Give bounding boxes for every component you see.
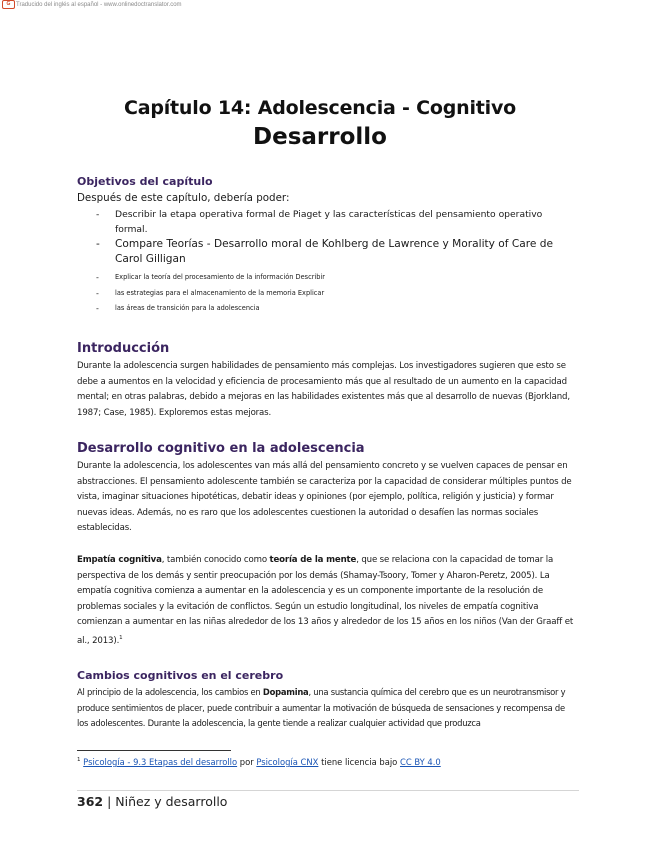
page-footer-separator: | [107, 794, 112, 809]
objectives-section [77, 175, 577, 317]
objectives-heading: Objetivos del capítulo [77, 175, 213, 188]
footnote-link-license[interactable]: CC BY 4.0 [399, 757, 441, 767]
para2-text-b: , que se relaciona con la capacidad de tomar la perspectiva de los demás y sentir preocupación por los demás (Shamay-Tsoory, Tomer y Aharon-Peretz, 2005). La empatía cognitiva comienza a aumentar en la adolescencia y es un componente importante de la resolución de problemas sociales y la evitación de conflictos. Según un estudio longitudinal, los niveles de empatía cognitiva comienzan a aumentar en las niñas alrededor de los 13 años y alrededor de los 15 años en los niños (Van der Graaff et al., 2013). [77, 554, 574, 646]
term-empatia-cognitiva: Empatía cognitiva [77, 554, 162, 565]
translator-banner-text: Traducido del inglés al español - www.onlinedoctranslator.com [16, 2, 182, 9]
term-teoria-mente: teoría de la mente [269, 554, 357, 565]
intro-section [77, 341, 577, 421]
para2-text-a: , también conocido como [161, 554, 270, 565]
footnote-marker: 1 [77, 757, 81, 764]
brain-paragraph [77, 685, 577, 732]
term-dopamina: Dopamina [262, 687, 309, 697]
footnote-ref[interactable]: 1 [119, 634, 123, 641]
objective-item: - las áreas de transición para la adolescencia [77, 301, 577, 317]
objective-item: - Explicar la teoría del procesamiento de la información Describir [77, 270, 577, 286]
cognitive-heading: Desarrollo cognitivo en la adolescencia [77, 441, 365, 456]
footnote-link-author[interactable]: Psicología CNX [256, 757, 319, 767]
brain-heading: Cambios cognitivos en el cerebro [77, 669, 284, 682]
cognitive-paragraph-1: Durante la adolescencia, los adolescentes van más allá del pensamiento concreto y se vuelven capaces de pensar en abstracciones. El pensamiento adolescente también se caracteriza por la capacidad de considerar múltiples puntos de vista, imaginar situaciones hipotéticas, debatir ideas y opiniones (por ejemplo, política, religión y justicia) y formar nuevas ideas. Además, no es raro que los adolescentes cuestionen la autoridad o desafíen las normas sociales establecidas. [77, 461, 572, 534]
objectives-list [77, 207, 577, 317]
brain-text-b: , una sustancia química del cerebro que es un neurotransmisor y produce sentimientos de placer, puede contribuir a aumentar la motivación de búsqueda de sensaciones y recompensa de los adolescentes. Durante la adolescencia, la gente tiende a realizar cualquier actividad que produzca [77, 687, 566, 729]
objective-item: - las estrategias para el almacenamiento de la memoria Explicar [77, 286, 577, 302]
objective-item: - Compare Teorías - Desarrollo moral de Kohlberg de Lawrence y Morality of Care de Carol Gilligan [77, 237, 577, 267]
footnote-divider [77, 750, 231, 751]
intro-paragraph: Durante la adolescencia surgen habilidades de pensamiento más complejas. Los investigadores sugieren que esto se debe a aumentos en la velocidad y eficiencia de procesamiento más que al resultado de un aumento en la capacidad mental; en otras palabras, debido a mejoras en las habilidades existentes más que al desarrollo de nuevas (Bjorkland, 1987; Case, 1985). Exploremos estas mejoras. [77, 361, 570, 418]
objectives-lead: Después de este capítulo, debería poder: [77, 192, 290, 204]
page-footer [77, 794, 227, 809]
intro-heading: Introducción [77, 341, 170, 356]
translator-logo-icon: G [2, 0, 15, 9]
translator-banner [2, 0, 182, 9]
objective-item: - Describir la etapa operativa formal de Piaget y las características del pensamiento operativo formal. [77, 207, 577, 237]
footnote-license-text: tiene licencia bajo [321, 757, 398, 767]
cognitive-section [77, 441, 577, 649]
footnote-link-source[interactable]: Psicología - 9.3 Etapas del desarrollo [83, 757, 238, 767]
footnote-por: por [239, 757, 254, 767]
brain-text-a: Al principio de la adolescencia, los cambios en [77, 687, 263, 697]
cognitive-paragraph-2 [77, 553, 577, 649]
chapter-title-line1: Capítulo 14: Adolescencia - Cognitivo [123, 97, 517, 119]
book-title: Niñez y desarrollo [115, 794, 228, 809]
page-number: 362 [77, 794, 104, 809]
footnote [77, 757, 441, 767]
brain-section [77, 669, 577, 732]
page-footer-divider [77, 790, 579, 791]
chapter-title-line2: Desarrollo [253, 124, 387, 150]
